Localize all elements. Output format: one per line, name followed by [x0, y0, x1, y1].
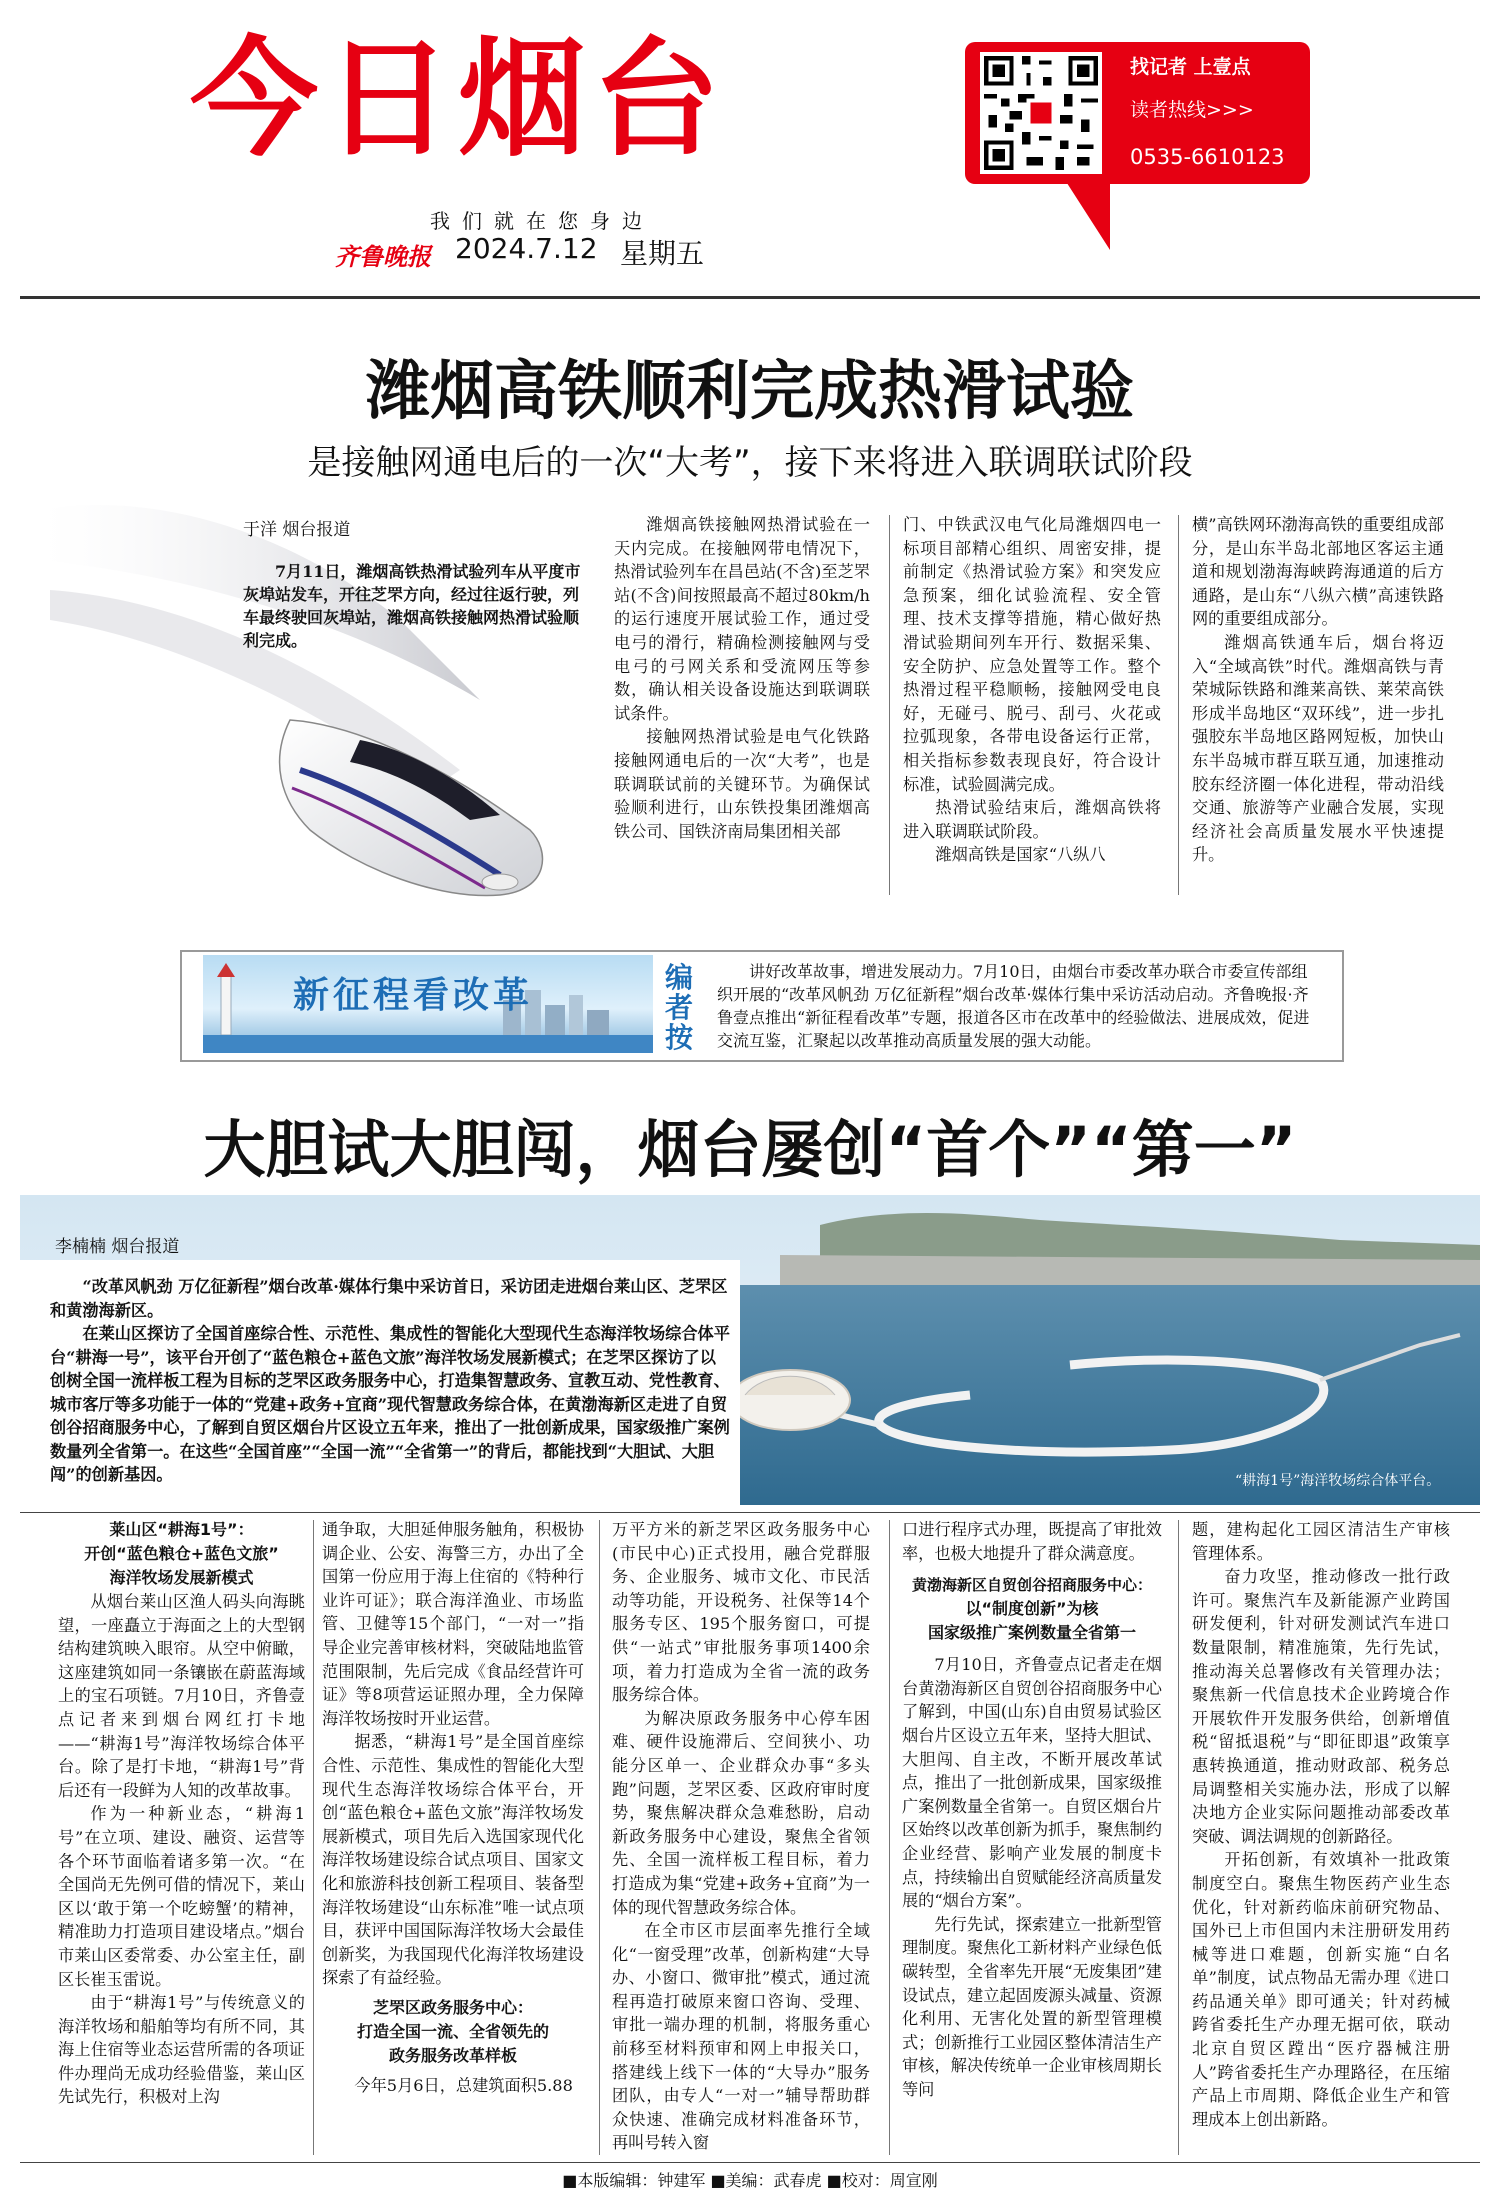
tagline: 我们就在您身边: [430, 209, 654, 233]
footer-divider: [20, 2162, 1480, 2163]
paragraph: 潍烟高铁接触网热滑试验在一天内完成。在接触网带电情况下，热滑试验列车在昌邑站(不含)至芝罘站(不含)间按照最高不超过80km/h的运行速度开展试验工作，通过受电弓的滑行，精确检测接触网与受电弓的弓网关系和受流网压等参数，确认相关设备设施达到联调联试条件。: [614, 515, 870, 723]
reform-banner-title: 新征程看改革: [293, 975, 534, 1016]
article2-column-1: [58, 1518, 305, 2109]
paragraph: 据悉，“耕海1号”是全国首座综合性、示范性、集成性的智能化大型现代生态海洋牧场综合体平台，开创“蓝色粮仓+蓝色文旅”海洋牧场发展新模式，项目先后入选国家现代化海洋牧场建设综合试点项目、国家文化和旅游科技创新工程项目、装备型海洋牧场建设“山东标准”唯一试点项目，获评中国国际海洋牧场大会最佳创新奖，为我国现代化海洋牧场建设探索了有益经验。: [322, 1732, 584, 1988]
paragraph: 通争取，大胆延伸服务触角，积极协调企业、公安、海警三方，办出了全国第一份应用于海上住宿的《特种行业许可证》；联合海洋渔业、市场监管、卫健等15个部门，“一对一”指导企业完善审核材料，突破陆地监管范围限制，先后完成《食品经营许可证》等8项营运证照办理，全力保障海洋牧场按时开业运营。: [322, 1520, 584, 1728]
subhead-line: 打造全国一流、全省领先的: [356, 2021, 549, 2041]
paragraph: 由于“耕海1号”与传统意义的海洋牧场和船舶等均有所不同，其海上住宿等业态运营所需的各项证件办理尚无成功经验借鉴，莱山区先试先行，积极对上沟: [58, 1993, 305, 2107]
contact-line-reporter: 找记者 上壹点: [1130, 56, 1251, 78]
paragraph: 万平方米的新芝罘区政务服务中心(市民中心)正式投用，融合党群服务、企业服务、城市文化、市民活动等功能，开设税务、社保等14个服务专区、195个服务窗口，可提供“一站式”审批服务事项1400余项，着力打造成为全省一流的政务服务综合体。: [612, 1520, 870, 1705]
paragraph: 潍烟高铁是国家“八纵八: [935, 845, 1106, 865]
subhead-line: 海洋牧场发展新模式: [109, 1568, 254, 1587]
article1-subheadline: 是接触网通电后的一次“大考”，接下来将进入联调联试阶段: [307, 443, 1193, 483]
page-credits: ■本版编辑：钟建军 ■美编：武春虎 ■校对：周宣刚: [562, 2171, 938, 2190]
article2-column-2: [322, 1518, 584, 2097]
article2-column-3: [612, 1518, 870, 2155]
masthead-divider: [20, 296, 1480, 299]
paragraph: 为解决原政务服务中心停车困难、硬件设施滞后、空间狭小、功能分区单一、企业群众办事“多头跑”问题，芝罘区委、区政府审时度势，聚焦解决群众急难愁盼，启动新政务服务中心建设，聚焦全省领先、全国一流样板工程目标，着力打造成为集“党建+政务+宜商”为一体的现代智慧政务综合体。: [612, 1708, 870, 1917]
paragraph: 门、中铁武汉电气化局潍烟四电一标项目部精心组织、周密安排，提前制定《热滑试验方案》和突发应急预案，细化试验流程、安全管理、技术支撑等措施，精心做好热滑试验期间列车开行、数据采集、安全防护、应急处置等工作。整个热滑过程平稳顺畅，接触网受电良好，无碰弓、脱弓、刮弓、火花或拉弧现象，各带电设备运行正常，相关指标参数表现良好，符合设计标准，试验圆满完成。: [903, 515, 1161, 794]
issue-date: 2024.7.12: [455, 232, 598, 265]
paragraph: 题，建构起化工园区清洁生产审核管理体系。: [1192, 1520, 1450, 1563]
article1-headline: 潍烟高铁顺利完成热滑试验: [366, 355, 1134, 429]
paragraph: 接触网热滑试验是电气化铁路接触网通电后的一次“大考”，也是联调联试前的关键环节。为确保试验顺利进行，山东铁投集团潍烟高铁公司、国铁济南局集团相关部: [614, 727, 870, 841]
subhead-line: 黄渤海新区自贸创谷招商服务中心：: [911, 1576, 1152, 1595]
paragraph: 潍烟高铁通车后，烟台将迈入“全域高铁”时代。潍烟高铁与青荣城际铁路和潍莱高铁、莱荣高铁形成半岛地区“双环线”，进一步扎强胶东半岛地区路网短板，加快山东半岛城市群互联互通，加速推动胶东经济圈一体化进程，带动沿线交通、旅游等产业融合发展，实现经济社会高质量发展水平快速提升。: [1192, 632, 1444, 865]
contact-bubble-tail: [1065, 180, 1110, 250]
editor-note-text: 讲好改革故事，增进发展动力。7月10日，由烟台市委改革办联合市委宣传部组织开展的“改革风帆劲 万亿征新程”烟台改革·媒体行集中采访活动启动。齐鲁晚报·齐鲁壹点推出“新征程看改革”专题，报道各区市在改革中的经验做法、进展成效，促进交流互鉴，汇聚起以改革推动高质量发展的强大动能。: [717, 962, 1310, 1050]
column-divider: [313, 1520, 314, 2155]
paragraph: 开拓创新，有效填补一批政策制度空白。聚焦生物医药产业生态优化，针对新药临床前研究物品、国外已上市但国内未注册研发用药械等进口难题，创新实施“白名单”制度，试点物品无需办理《进口药品通关单》即可通关；针对药械跨省委托生产办理无据可依，联动北京自贸区蹚出“医疗器械注册人”跨省委托生产办理路径，在压缩产品上市周期、降低企业生产和管理成本上创出新路。: [1192, 1850, 1450, 2129]
contact-line-hotline-label: 读者热线>>>: [1130, 99, 1254, 121]
column-divider: [889, 515, 890, 895]
paragraph: 先行先试，探索建立一批新型管理制度。聚焦化工新材料产业绿色低碳转型，全省率先开展“无废集团”建设试点，建立起固废源头减量、资源化利用、无害化处置的新型管理模式；创新推行工业园区整体清洁生产审核，解决传统单一企业审核周期长等问: [902, 1914, 1162, 2099]
newspaper-logo: 今日烟台: [190, 25, 727, 174]
editor-note-label: 编者按: [665, 961, 694, 1054]
article1-column-1: [614, 513, 870, 843]
column-divider: [889, 1520, 890, 2155]
subhead-line: 芝罘区政务服务中心：: [372, 1997, 533, 2017]
article1-lead: 7月11日，潍烟高铁热滑试验列车从平度市灰埠站发车，开往芝罘方向，经过往返行驶，列车最终驶回灰埠站，潍烟高铁接触网热滑试验顺利完成。: [243, 562, 581, 650]
lead-paragraph: “改革风帆劲 万亿征新程”烟台改革·媒体行集中采访首日，采访团走进烟台莱山区、芝罘区和黄渤海新区。: [50, 1277, 728, 1320]
paragraph: 热滑试验结束后，潍烟高铁将进入联调联试阶段。: [903, 798, 1161, 841]
article1-column-2: [903, 513, 1161, 867]
article2-column-5: [1192, 1518, 1450, 2131]
article1-byline: 于洋 烟台报道: [243, 520, 351, 540]
paragraph: 口进行程序式办理，既提高了审批效率，也极大地提升了群众满意度。: [902, 1520, 1162, 1563]
paragraph: 今年5月6日，总建筑面积5.88: [354, 2075, 573, 2095]
column-divider: [1178, 515, 1179, 895]
article2-headline: 大胆试大胆闯，烟台屡创“首个”“第一”: [203, 1113, 1297, 1186]
qr-code-icon[interactable]: [980, 52, 1102, 174]
lead-paragraph: 在莱山区探访了全国首座综合性、示范性、集成性的智能化大型现代生态海洋牧场综合体平台“耕海一号”，该平台开创了“蓝色粮仓+蓝色文旅”海洋牧场发展新模式；在芝罘区探访了以创树全国一流样板工程为目标的芝罘区政务服务中心，打造集智慧政务、宣教互动、党性教育、城市客厅等多功能于一体的“党建+政务+宜商”现代智慧政务综合体，在黄渤海新区走进了自贸创谷招商服务中心，了解到自贸区烟台片区设立五年来，推出了一批创新成果，国家级推广案例数量列全省第一。在这些“全国首座”“全国一流”“全省第一”的背后，都能找到“大胆试、大胆闯”的创新基因。: [50, 1324, 730, 1484]
paragraph: 横”高铁网环渤海高铁的重要组成部分，是山东半岛北部地区客运主通道和规划渤海海峡跨海通道的后方通路，是山东“八纵六横”高速铁路网的重要组成部分。: [1192, 515, 1444, 629]
article2-lead: [50, 1275, 730, 1487]
paragraph: 7月10日，齐鲁壹点记者走在烟台黄渤海新区自贸创谷招商服务中心了解到，中国(山东)自由贸易试验区烟台片区设立五年来，坚持大胆试、大胆闯、自主改，不断开展改革试点，推出了一批创新成果，国家级推广案例数量全省第一。自贸区烟台片区始终以改革创新为抓手，聚焦制约企业经营、影响产业发展的制度卡点，持续输出自贸赋能经济高质量发展的“烟台方案”。: [902, 1655, 1162, 1911]
reform-banner: [203, 955, 653, 1053]
hotline-number[interactable]: 0535-6610123: [1130, 145, 1285, 169]
column-divider: [599, 1520, 600, 2155]
publisher-brand: 齐鲁晚报: [335, 242, 431, 271]
photo-caption: “耕海1号”海洋牧场综合体平台。: [1235, 1473, 1441, 1489]
issue-weekday: 星期五: [620, 237, 705, 270]
article2-column-4: [902, 1518, 1162, 2101]
article1-column-3: [1192, 513, 1444, 867]
column-divider: [1178, 1520, 1179, 2155]
paragraph: 奋力攻坚，推动修改一批行政许可。聚焦汽车及新能源产业跨国研发便利，针对研发测试汽车进口数量限制，精准施策，先行先试，推动海关总署修改有关管理办法；聚焦新一代信息技术企业跨境合作开展软件开发服务供给，创新增值税“留抵退税”与“即征即退”政策享惠转换通道，推动财政部、税务总局调整相关实施办法，形成了以解决地方企业实际问题推动部委改革突破、调法调规的创新路径。: [1192, 1567, 1450, 1846]
paragraph: 在全市区市层面率先推行全域化“一窗受理”改革，创新构建“大导办、小窗口、微审批”模式，通过流程再造打破原来窗口咨询、受理、审批一端办理的机制，将服务重心前移至材料预审和网上申报关口，搭建线上线下一体的“大导办”服务团队，由专人“一对一”辅导帮助群众快速、准确完成材料准备环节，再叫号转入窗: [612, 1921, 870, 2153]
subhead-line: 莱山区“耕海1号”：: [109, 1520, 254, 1539]
subhead-line: 以“制度创新”为核: [965, 1599, 1099, 1619]
subhead-line: 开创“蓝色粮仓+蓝色文旅”: [84, 1544, 279, 1563]
paragraph: 作为一种新业态，“耕海1号”在立项、建设、融资、运营等各个环节面临着诸多第一次。“在全国尚无先例可借的情况下，莱山区以‘敢于第一个吃螃蟹’的精神，精准助力打造项目建设堵点。”烟台市莱山区委常委、办公室主任，副区长崔玉雷说。: [58, 1804, 305, 1989]
article2-byline: 李楠楠 烟台报道: [55, 1237, 180, 1257]
subhead-line: 政务服务改革样板: [388, 2045, 517, 2065]
subhead-line: 国家级推广案例数量全省第一: [927, 1623, 1136, 1643]
section-divider: [20, 1512, 1480, 1513]
paragraph: 从烟台莱山区渔人码头向海眺望，一座矗立于海面之上的大型钢结构建筑映入眼帘。从空中俯瞰，这座建筑如同一条镶嵌在蔚蓝海域上的宝石项链。7月10日，齐鲁壹点记者来到烟台网红打卡地——“耕海1号”海洋牧场综合体平台。除了是打卡地，“耕海1号”背后还有一段鲜为人知的改革故事。: [58, 1592, 305, 1800]
